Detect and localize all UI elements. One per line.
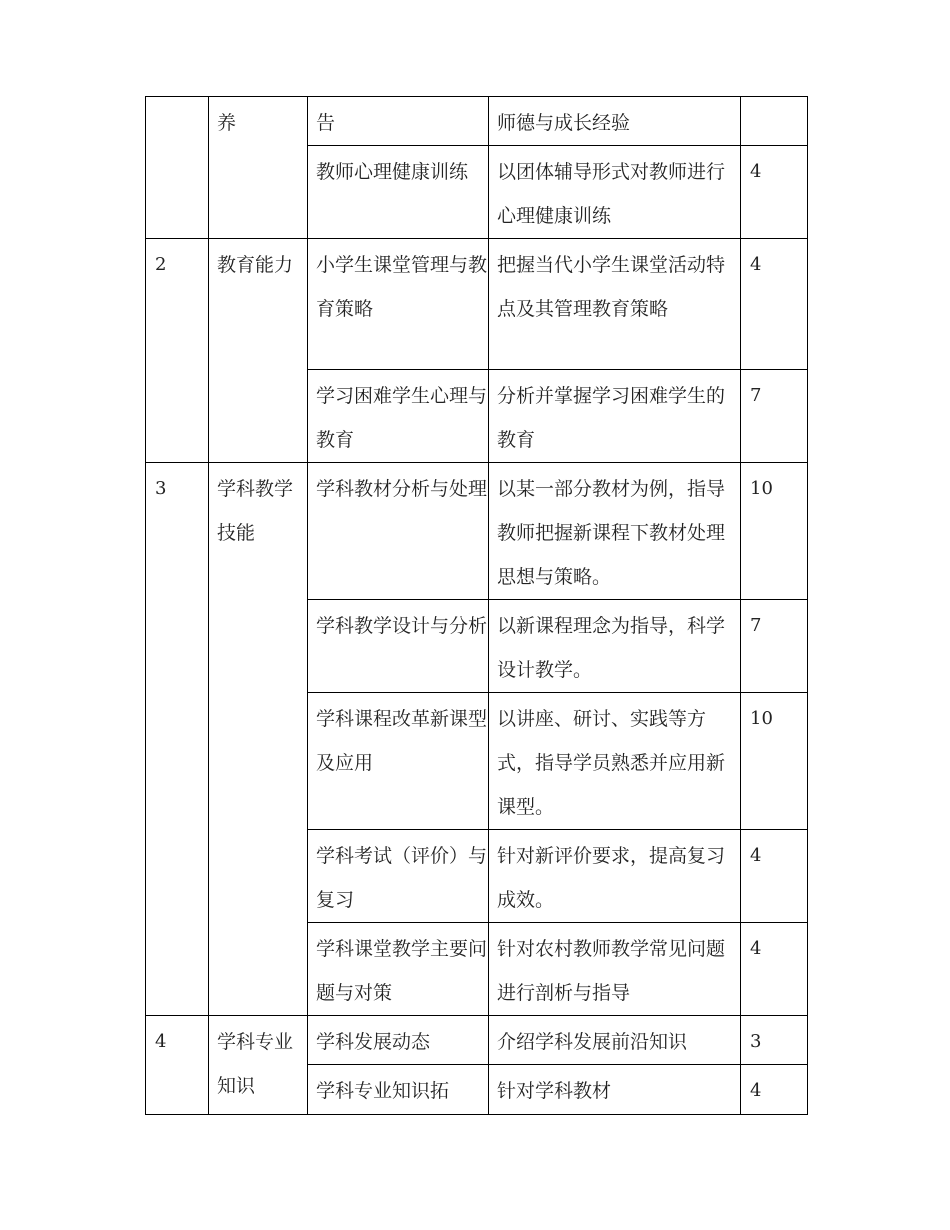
course-content: 针对新评价要求，提高复习成效。 [489,830,741,923]
course-title: 学科教材分析与处理 [308,463,489,600]
course-title: 学科教学设计与分析 [308,600,489,693]
course-title: 学习困难学生心理与教育 [308,370,489,463]
course-content: 介绍学科发展前沿知识 [489,1016,741,1065]
course-content: 分析并掌握学习困难学生的教育 [489,370,741,463]
course-title: 学科专业知识拓 [308,1065,489,1115]
course-content: 把握当代小学生课堂活动特点及其管理教育策略 [489,239,741,370]
course-title: 学科考试（评价）与复习 [308,830,489,923]
course-hours: 10 [741,463,808,600]
table-row [146,239,808,370]
course-hours: 3 [741,1016,808,1065]
course-content: 师德与成长经验 [489,97,741,146]
module-name: 养 [209,97,308,239]
course-content: 以某一部分教材为例，指导教师把握新课程下教材处理思想与策略。 [489,463,741,600]
course-content: 以团体辅导形式对教师进行心理健康训练 [489,146,741,239]
course-hours: 10 [741,693,808,830]
course-title: 学科发展动态 [308,1016,489,1065]
course-hours: 4 [741,923,808,1016]
module-number: 4 [146,1016,209,1115]
course-title: 学科课堂教学主要问题与对策 [308,923,489,1016]
course-title: 小学生课堂管理与教育策略 [308,239,489,370]
course-hours: 4 [741,1065,808,1115]
table-row [146,97,808,146]
module-number: 3 [146,463,209,1016]
course-hours: 4 [741,830,808,923]
course-hours [741,97,808,146]
course-hours: 4 [741,146,808,239]
course-content: 以讲座、研讨、实践等方式，指导学员熟悉并应用新课型。 [489,693,741,830]
course-content: 针对学科教材 [489,1065,741,1115]
course-hours: 4 [741,239,808,370]
course-hours: 7 [741,370,808,463]
module-name: 学科教学技能 [209,463,308,1016]
module-number [146,97,209,239]
course-hours: 7 [741,600,808,693]
course-content: 针对农村教师教学常见问题进行剖析与指导 [489,923,741,1016]
module-name: 教育能力 [209,239,308,463]
module-number: 2 [146,239,209,463]
course-content: 以新课程理念为指导，科学设计教学。 [489,600,741,693]
module-name: 学科专业知识 [209,1016,308,1115]
course-title: 教师心理健康训练 [308,146,489,239]
table-row [146,463,808,600]
table-row [146,1016,808,1065]
course-title: 告 [308,97,489,146]
course-title: 学科课程改革新课型及应用 [308,693,489,830]
curriculum-table [145,96,808,1115]
